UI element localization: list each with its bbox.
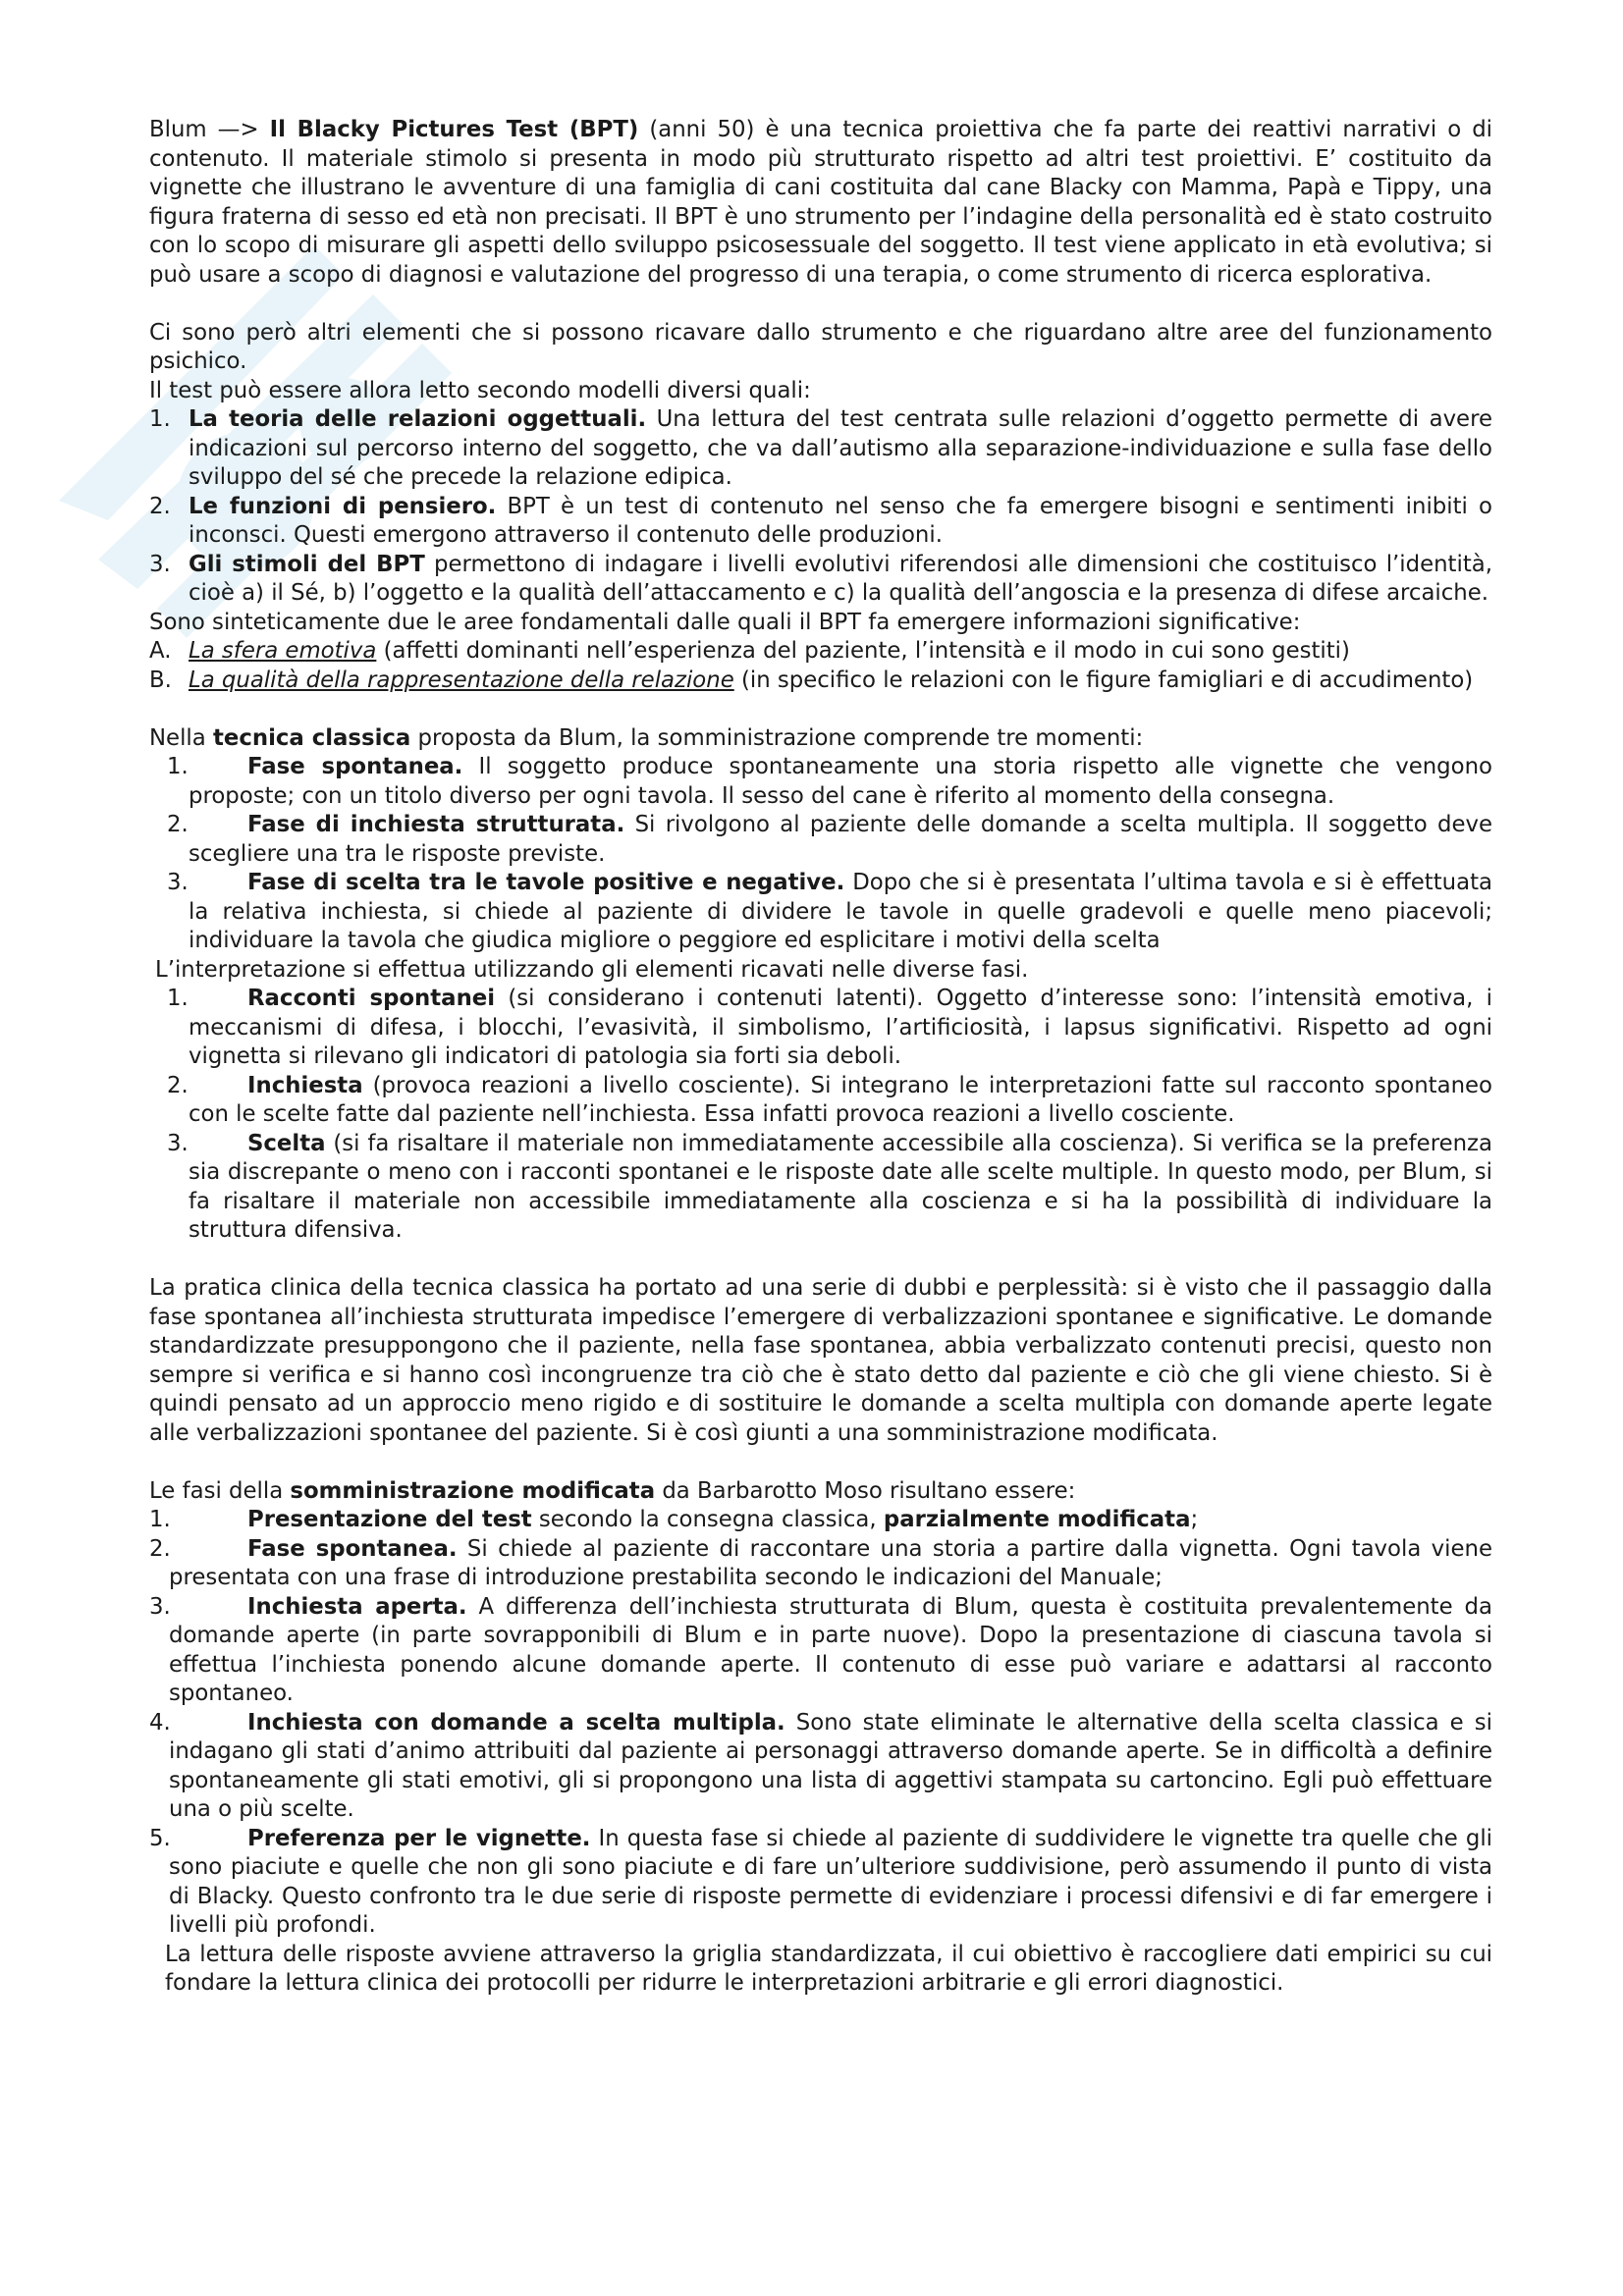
classic-lead: Nella tecnica classica proposta da Blum, la somministrazione comprende tre momenti: xyxy=(149,724,1144,751)
list-item: 3. Scelta (si fa risaltare il materiale non immediatamente accessibile alla coscienza). Si verifica se la preferenza sia discrepante o meno con i racconti spontanei e le risposte date alle scelte multiple. In questo modo, per Blum, si fa risaltare il materiale non accessibile immediatamente alla coscienza e si ha la possibilità di individuare la struttura difensiva. xyxy=(167,1130,1492,1243)
list-item: 2. Le funzioni di pensiero. BPT è un test di contenuto nel senso che fa emergere bisogni e sentimenti inibiti o inconsci. Questi emergono attraverso il contenuto delle produzioni. xyxy=(149,493,1492,548)
modified-lead: Le fasi della somministrazione modificata da Barbarotto Moso risultano essere: xyxy=(149,1477,1076,1504)
models-paragraph: Ci sono però altri elementi che si possono ricavare dallo strumento e che riguardano altre aree del funzionamento psichico. xyxy=(149,319,1492,374)
areas-lead: Sono sinteticamente due le aree fondamentali dalle quali il BPT fa emergere informazioni significative: xyxy=(149,609,1301,635)
list-item: 3. Gli stimoli del BPT permettono di indagare i livelli evolutivi riferendosi alle dimensioni che costituisco l’identità, cioè a) il Sé, b) l’oggetto e la qualità dell’attaccamento e c) la qualità dell’angoscia e la presenza di difese arcaiche. xyxy=(149,551,1492,606)
list-item: 3. Fase di scelta tra le tavole positive e negative. Dopo che si è presentata l’ultima tavola e si è effettuata la relativa inchiesta, si chiede al paziente di dividere le tavole in quelle gradevoli e quelle meno piacevoli; individuare la tavola che giudica migliore o peggiore ed esplicitare i motivi della scelta xyxy=(167,870,1492,953)
practice-paragraph: La pratica clinica della tecnica classica ha portato ad una serie di dubbi e perplessità: si è visto che il passaggio dalla fase spontanea all’inchiesta strutturata impedisce l’emergere di verbalizzazioni spontanee e significative. Le domande standardizzate presuppongono che il paziente, nella fase spontanea, abbia verbalizzato contenuti precisi, questo non sempre si verifica e si hanno così incongruenze tra ciò che è stato detto dal paziente e ciò che gli viene chiesto. Si è quindi pensato ad un approccio meno rigido e di sostituire le domande a scelta multipla con domande aperte legate alle verbalizzazioni spontanee del paziente. Si è così giunti a una somministrazione modificata. xyxy=(149,1275,1492,1446)
list-item: 1. La teoria delle relazioni oggettuali. Una lettura del test centrata sulle relazioni d’oggetto permette di avere indicazioni sul percorso interno del soggetto, che va dall’autismo alla separazione-individuazione e sulla fase dello sviluppo del sé che precede la relazione edipica. xyxy=(149,406,1492,490)
list-item: 2. Fase spontanea. Si chiede al paziente di raccontare una storia a partire dalla vignetta. Ogni tavola viene presentata con una frase di introduzione prestabilita secondo le indicazioni del Manuale; xyxy=(149,1535,1492,1590)
list-item: 5. Preferenza per le vignette. In questa fase si chiede al paziente di suddividere le vignette tra quelle che gli sono piaciute e quelle che non gli sono piaciute e di fare un’ulteriore suddivisione, però assumendo il punto di vista di Blacky. Questo confronto tra le due serie di risposte permette di evidenziare i processi difensivi e di far emergere i livelli più profondi. xyxy=(149,1825,1492,1938)
list-item: 2. Fase di inchiesta strutturata. Si rivolgono al paziente delle domande a scelta multipla. Il soggetto deve scegliere una tra le risposte previste. xyxy=(167,812,1492,867)
list-item: B. La qualità della rappresentazione della relazione (in specifico le relazioni con le figure famigliari e di accudimento) xyxy=(149,667,1474,693)
intro-paragraph: Blum —> Il Blacky Pictures Test (BPT) (anni 50) è una tecnica proiettiva che fa parte dei reattivi narrativi o di contenuto. Il materiale stimolo si presenta in modo più strutturato rispetto ad altri test proiettivi. E’ costituito da vignette che illustrano le avventure di una famiglia di cani costituita dal cane Blacky con Mamma, Papà e Tippy, una figura fraterna di sesso ed età non precisati. Il BPT è uno strumento per l’indagine della personalità ed è stato costruito con lo scopo di misurare gli aspetti dello sviluppo psicosessuale del soggetto. Il test viene applicato in età evolutiva; si può usare a scopo di diagnosi e valutazione del progresso di una terapia, o come strumento di ricerca esplorativa. xyxy=(149,117,1492,288)
models-lead: Il test può essere allora letto secondo modelli diversi quali: xyxy=(149,377,811,403)
closing-paragraph: La lettura delle risposte avviene attraverso la griglia standardizzata, il cui obiettivo è raccogliere dati empirici su cui fondare la lettura clinica dei protocolli per ridurre le interpretazioni arbitrarie e gli errori diagnostici. xyxy=(165,1941,1492,1996)
list-item: 3. Inchiesta aperta. A differenza dell’inchiesta strutturata di Blum, questa è costituita prevalentemente da domande aperte (in parte sovrapponibili di Blum e in parte nuove). Dopo la presentazione di ciascuna tavola si effettua l’inchiesta ponendo alcune domande aperte. Il contenuto di esse può variare e adattarsi al racconto spontaneo. xyxy=(149,1593,1492,1706)
interp-lead: L’interpretazione si effettua utilizzando gli elementi ricavati nelle diverse fasi. xyxy=(155,956,1029,983)
list-item: A. La sfera emotiva (affetti dominanti nell’esperienza del paziente, l’intensità e il modo in cui sono gestiti) xyxy=(149,638,1350,664)
list-item: 2. Inchiesta (provoca reazioni a livello cosciente). Si integrano le interpretazioni fatte sul racconto spontaneo con le scelte fatte dal paziente nell’inchiesta. Essa infatti provoca reazioni a livello cosciente. xyxy=(167,1072,1492,1127)
document-page xyxy=(149,116,1492,1999)
list-item: 4. Inchiesta con domande a scelta multipla. Sono state eliminate le alternative della scelta classica e si indagano gli stati d’animo attribuiti dal paziente ai personaggi attraverso domande aperte. Se in difficoltà a definire spontaneamente gli stati emotivi, gli si propongono una lista di aggettivi stampata su cartoncino. Egli può effettuare una o più scelte. xyxy=(149,1709,1492,1822)
list-item: 1. Racconti spontanei (si considerano i contenuti latenti). Oggetto d’interesse sono: l’intensità emotiva, i meccanismi di difesa, i blocchi, l’evasività, il simbolismo, l’artificiosità, i lapsus significativi. Rispetto ad ogni vignetta si rilevano gli indicatori di patologia sia forti sia deboli. xyxy=(167,986,1492,1069)
list-item: 1. Presentazione del test secondo la consegna classica, parzialmente modificata; xyxy=(149,1507,1199,1532)
list-item: 1. Fase spontanea. Il soggetto produce spontaneamente una storia rispetto alle vignette che vengono proposte; con un titolo diverso per ogni tavola. Il sesso del cane è riferito al momento della consegna. xyxy=(167,754,1492,809)
